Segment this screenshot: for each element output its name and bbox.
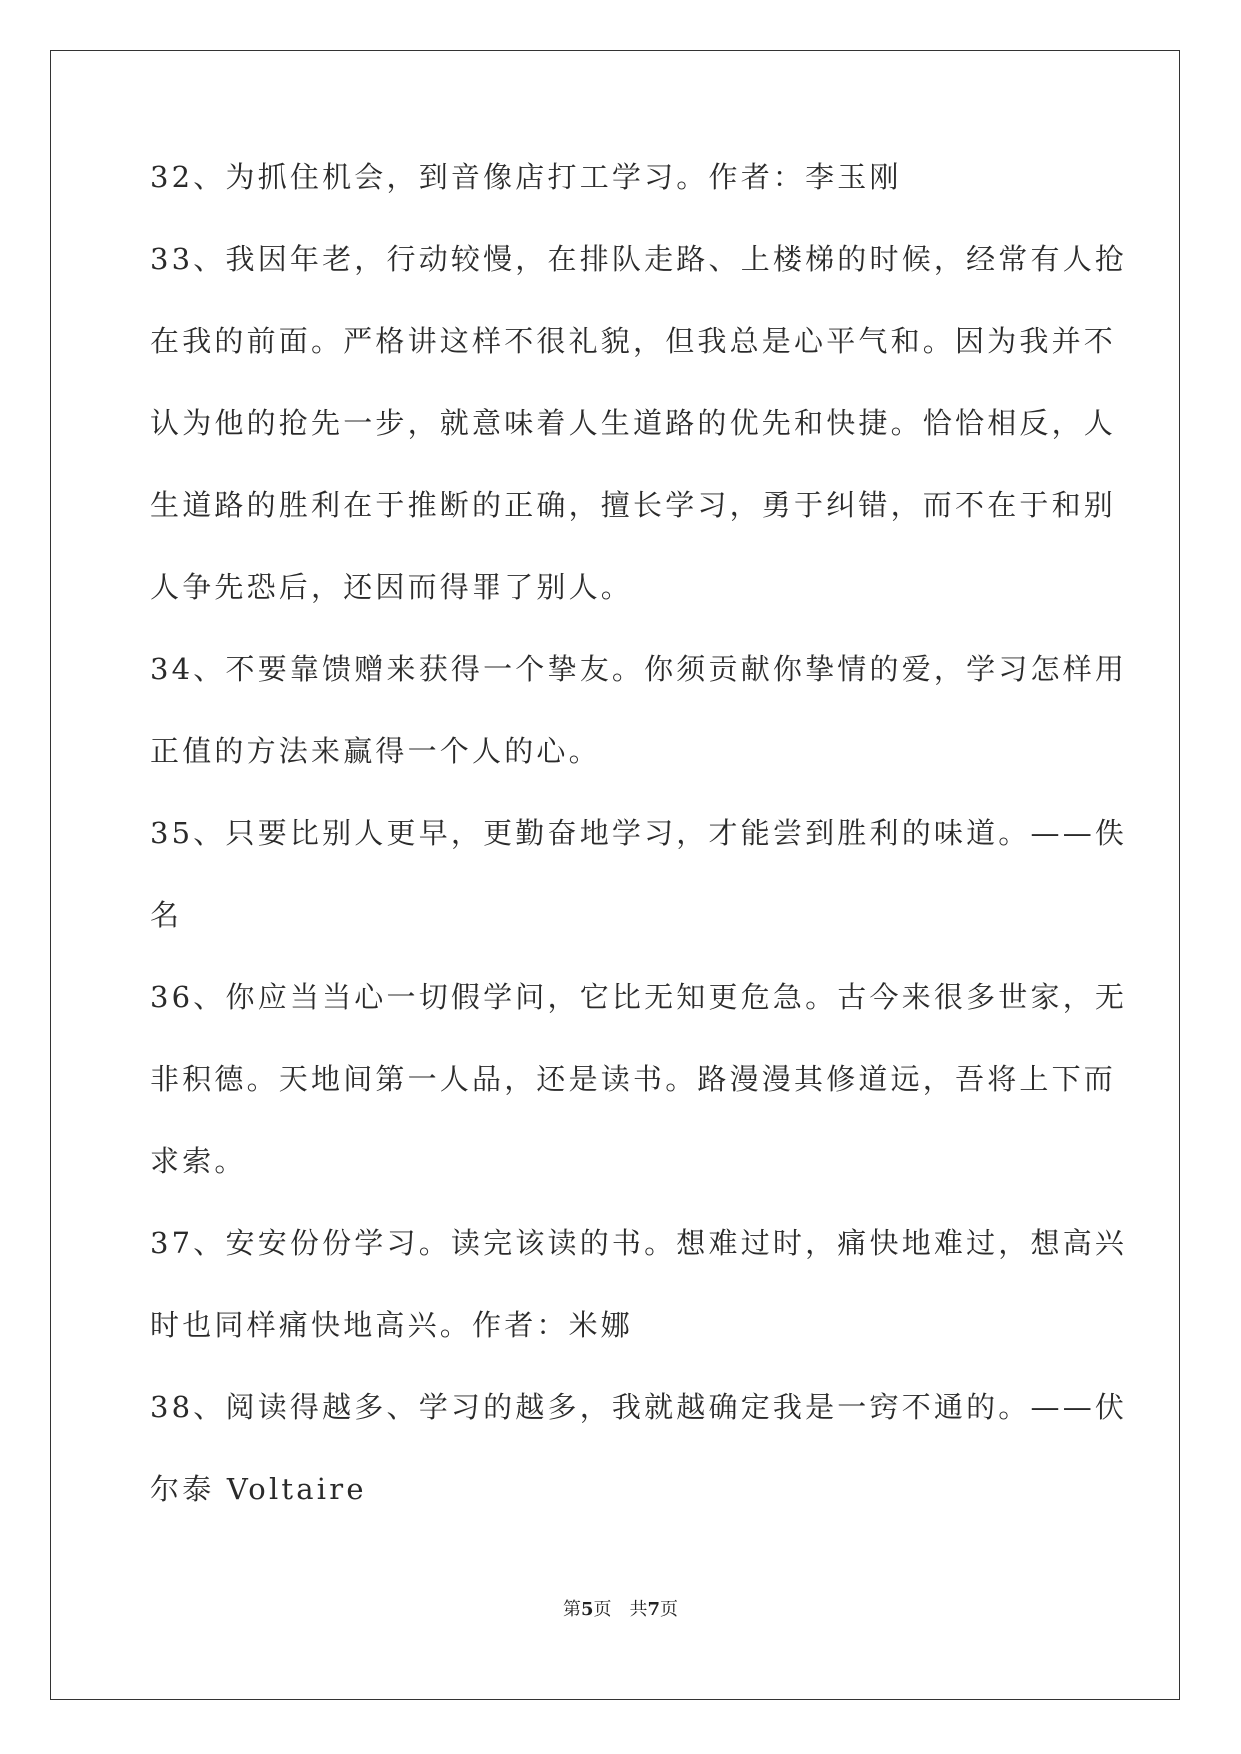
text-line: 认为他的抢先一步，就意味着人生道路的优先和快捷。恰恰相反，人 [150, 406, 1117, 440]
text-line: 38、阅读得越多、学习的越多，我就越确定我是一窍不通的。——伏 [150, 1390, 1128, 1424]
text-line: 名 [150, 898, 183, 932]
text-line: 36、你应当当心一切假学问，它比无知更危急。古今来很多世家，无 [150, 980, 1128, 1014]
text-line: 时也同样痛快地高兴。作者：米娜 [150, 1308, 634, 1342]
text-line: 尔泰 Voltaire [150, 1472, 367, 1506]
total-page-number: 7 [647, 1599, 661, 1620]
text-line: 35、只要比别人更早，更勤奋地学习，才能尝到胜利的味道。——佚 [150, 816, 1128, 850]
page-prefix: 第 [562, 1599, 581, 1620]
page-mid: 页 共 [593, 1599, 648, 1620]
page-footer [0, 1595, 1241, 1621]
text-line: 生道路的胜利在于推断的正确，擅长学习，勇于纠错，而不在于和别 [150, 488, 1117, 522]
text-line: 人争先恐后，还因而得罪了别人。 [150, 570, 634, 604]
text-line: 34、不要靠馈赠来获得一个挚友。你须贡献你挚情的爱，学习怎样用 [150, 652, 1128, 686]
text-line: 33、我因年老，行动较慢，在排队走路、上楼梯的时候，经常有人抢 [150, 242, 1128, 276]
text-line: 非积德。天地间第一人品，还是读书。路漫漫其修道远，吾将上下而 [150, 1062, 1117, 1096]
document-body [150, 160, 1128, 1556]
text-line: 在我的前面。严格讲这样不很礼貌，但我总是心平气和。因为我并不 [150, 324, 1117, 358]
current-page-number: 5 [580, 1599, 594, 1620]
text-line: 37、安安份份学习。读完该读的书。想难过时，痛快地难过，想高兴 [150, 1226, 1128, 1260]
text-line: 正值的方法来赢得一个人的心。 [150, 734, 601, 768]
page-suffix: 页 [660, 1599, 679, 1620]
text-line: 32、为抓住机会，到音像店打工学习。作者：李玉刚 [150, 160, 902, 194]
text-line: 求索。 [150, 1144, 247, 1178]
